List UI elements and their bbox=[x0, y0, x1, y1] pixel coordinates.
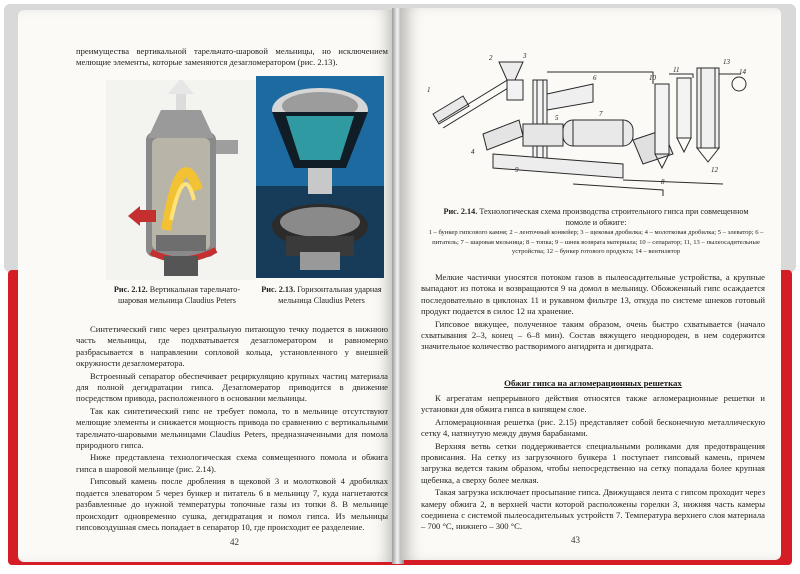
diagram-label-3: 3 bbox=[523, 52, 527, 60]
diagram-label-10: 10 bbox=[649, 74, 656, 82]
right-body-text-b: К агрегатам непрерывного действия относятся также агломерационные решетки и установки для обжига гипса в кипящем слое. Агломерационная решетка (рис. 2.15) представляет собой бесконечную металлическую сетку 4, натянутую между двумя барабанами. Верхняя ветвь сетки поддерживается специальными роликами для предотвращения провисания. На сетку из загрузочного бункера 1 поступает гипсовый камень, причем загрузка ведется таким образом, чтобы непосредственно на сетку попадала более крупная щебенка, а сверху более мелкая. Такая загрузка исключает просыпание гипса. Движущаяся лента с гипсом проходит через камеру обжига 2, в верхней части которой расположены горелки 3, нижняя часть камеры соединена с системой пылеосадительных устройств 7. Температура верхнего слоя материала – 700 °С, нижнего – 300 °С. bbox=[421, 393, 765, 532]
diagram-label-2: 2 bbox=[489, 54, 493, 62]
vertical-mill-illustration bbox=[106, 80, 256, 280]
left-body-text: Синтетический гипс через центральную питающую течку подается в нижнюю часть мельницы, где подхватывается дезагломератором и равномерно разбрасывается в направлении сопловой кольца, установленного у внешней окружности дезагломератора. Встроенный сепаратор обеспечивает рециркуляцию крупных частиц материала для полной дегидратации гипса. Дезагломератор приводится в движение посредством привода, расположенного в основании мельницы. Так как синтетический гипс не требует помола, то в мельнице отсутствуют мелющие элементы и снижается мощность привода по сравнению с вертикальными тарельчато-шаровыми мельницами Claudius Peters, предназначенными для помола природного гипса. Ниже представлена технологическая схема совмещенного помола и обжига гипса в шаровой мельнице (рис. 2.14). Гипсовый камень после дробления в щековой 3 и молотковой 4 дробилках подается элеватором 5 через бункер и питатель 6 в мельницу 7, куда нагнетаются разбавленные до нужной температуры топочные газы из топки 8. В мельнице происходит одновременно сушка, дегидратация и помол гипса. Из мельницы гипсовоздушная смесь попадает в сепаратор 10, где происходит ее разделение. bbox=[76, 324, 388, 532]
gypsum-production-diagram bbox=[423, 44, 753, 204]
left-page bbox=[18, 10, 395, 562]
diagram-label-13: 13 bbox=[723, 58, 730, 66]
figure-gypsum-scheme bbox=[423, 44, 753, 204]
right-body-text-a: Мелкие частички уносятся потоком газов в пылеосадительные устройства, а крупные выпадают из потока и возвращаются 9 на домол в мельницу. Обожженный гипс осаждается последовательно в циклонах 11 и рукавном фильтре 13, откуда по системе шнеков готовый продукт подается в силос 12 на хранение. Гипсовое вяжущее, полученное таким образом, очень быстро схватывается (начало схватывания 2–3, конец – 6–8 мин). Состав вяжущего неоднороден, в нем содержится значительное количество растворимого ангидрита и дигидрата. bbox=[421, 272, 765, 352]
diagram-label-11: 11 bbox=[673, 66, 680, 74]
fig-213-caption: Рис. 2.13. Горизонтальная ударная мельница Claudius Peters bbox=[261, 285, 382, 305]
figure-horizontal-mill bbox=[256, 76, 384, 278]
diagram-label-8: 8 bbox=[661, 178, 665, 186]
page-number-left: 42 bbox=[230, 537, 239, 547]
horizontal-mill-illustration bbox=[256, 76, 384, 278]
diagram-label-7: 7 bbox=[599, 110, 603, 118]
right-page bbox=[401, 8, 781, 560]
diagram-label-9: 9 bbox=[515, 166, 519, 174]
diagram-label-12: 12 bbox=[711, 166, 718, 174]
intro-text: преимущества вертикальной тарельчато-шаровой мельницы, но исключением мелющие элементы, которые заменяются дезагломератором (рис. 2.13). bbox=[76, 46, 388, 68]
diagram-label-5: 5 bbox=[555, 114, 559, 122]
page-number-right: 43 bbox=[571, 535, 580, 545]
diagram-label-1: 1 bbox=[427, 86, 431, 94]
fig-214-legend: 1 – бункер гипсового камня; 2 – ленточный конвейер; 3 – щековая дробилка; 4 – молотковая дробилка; 5 – элеватор; 6 – питатель; 7 – шаровая мельница; 8 – топка; 9 – шнек возврата материала; 10 – сепаратор; 11, 13 – пылеосадительные устройства; 12 – бункер готового продукта; 14 – вентилятор bbox=[428, 229, 764, 256]
fig-214-caption: Рис. 2.14. Технологическая схема производства строительного гипса при совмещенном помоле и обжиге: bbox=[443, 207, 749, 227]
diagram-label-14: 14 bbox=[739, 68, 746, 76]
figure-vertical-mill bbox=[106, 80, 256, 280]
diagram-label-4: 4 bbox=[471, 148, 475, 156]
diagram-label-6: 6 bbox=[593, 74, 597, 82]
fig-212-caption: Рис. 2.12. Вертикальная тарельчато-шаровая мельница Claudius Peters bbox=[113, 285, 241, 305]
section-heading: Обжиг гипса на агломерационных решетках bbox=[504, 378, 682, 388]
